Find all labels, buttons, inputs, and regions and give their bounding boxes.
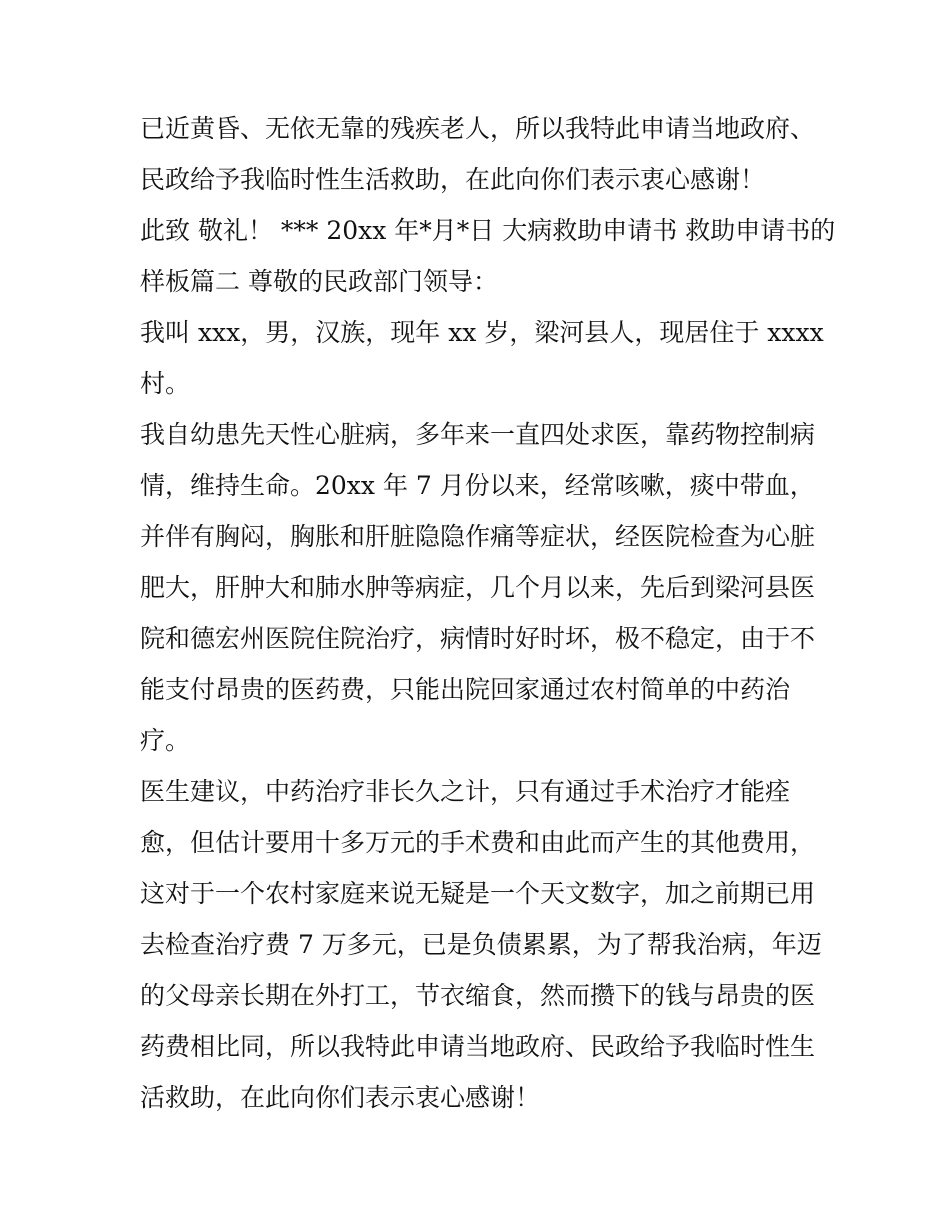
text-line: 村。: [140, 369, 191, 398]
text-line: 我自幼患先天性心脏病，多年来一直四处求医，靠药物控制病: [140, 420, 816, 449]
text-line: 去检查治疗费 7 万多元，已是负债累累，为了帮我治病，年迈: [140, 930, 822, 959]
text-line: 疗。: [140, 726, 191, 755]
text-line: 此致 敬礼！ *** 20xx 年*月*日 大病救助申请书 救助申请书的: [140, 216, 836, 245]
text-line: 这对于一个农村家庭来说无疑是一个天文数字，加之前期已用: [140, 879, 816, 908]
text-line: 我叫 xxx，男，汉族，现年 xx 岁，梁河县人，现居住于 xxxx: [140, 318, 824, 347]
text-line: 并伴有胸闷，胸胀和肝脏隐隐作痛等症状，经医院检查为心脏: [140, 522, 816, 551]
text-line: 药费相比同，所以我特此申请当地政府、民政给予我临时性生: [140, 1032, 816, 1061]
text-line: 民政给予我临时性生活救助，在此向你们表示衷心感谢！: [140, 165, 766, 194]
text-line: 医生建议，中药治疗非长久之计，只有通过手术治疗才能痊: [140, 777, 791, 806]
text-line: 已近黄昏、无依无靠的残疾老人，所以我特此申请当地政府、: [140, 114, 816, 143]
text-line: 活救助，在此向你们表示衷心感谢！: [140, 1083, 541, 1112]
text-line: 肥大，肝肿大和肺水肿等病症，几个月以来，先后到梁河县医: [140, 573, 816, 602]
text-line: 的父母亲长期在外打工，节衣缩食，然而攒下的钱与昂贵的医: [140, 981, 816, 1010]
document-body: [140, 103, 836, 1123]
text-line: 情，维持生命。20xx 年 7 月份以来，经常咳嗽，痰中带血，: [140, 471, 815, 500]
text-line: 愈，但估计要用十多万元的手术费和由此而产生的其他费用，: [140, 828, 816, 857]
text-line: 样板篇二 尊敬的民政部门领导：: [140, 267, 498, 296]
text-line: 院和德宏州医院住院治疗，病情时好时坏，极不稳定，由于不: [140, 624, 816, 653]
text-line: 能支付昂贵的医药费，只能出院回家通过农村简单的中药治: [140, 675, 791, 704]
